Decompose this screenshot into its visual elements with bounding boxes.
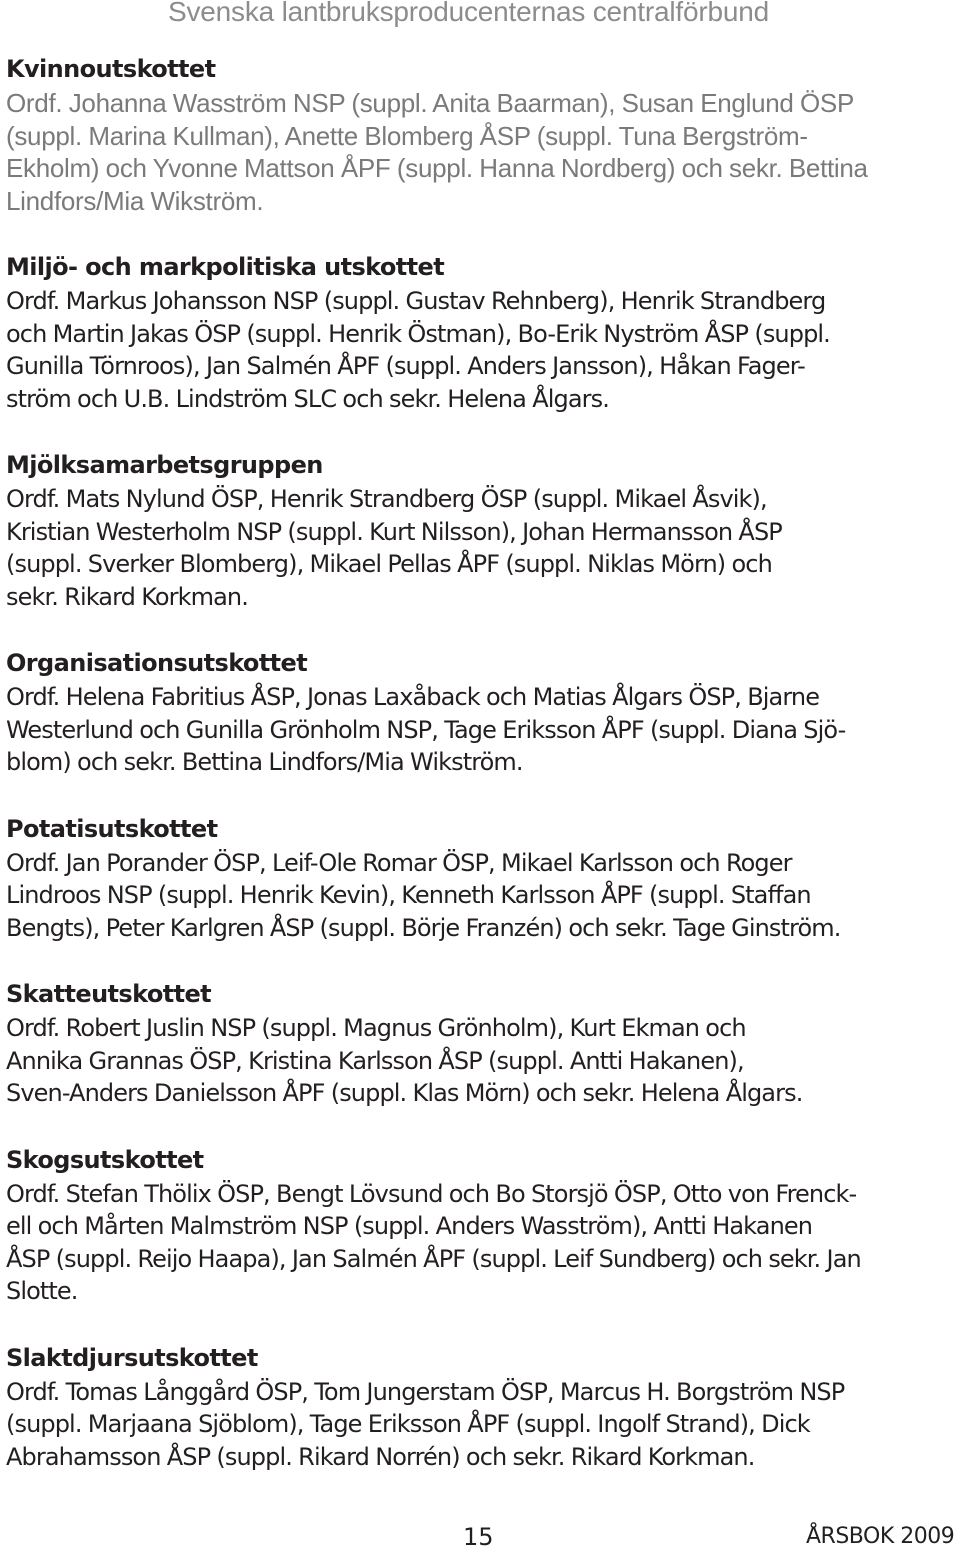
- committee-section: [6, 811, 960, 945]
- member-line: sekr. Rikard Korkman.: [6, 582, 248, 611]
- committee-section: [6, 645, 960, 779]
- member-line: Ordf. Jan Porander ÖSP, Leif-Ole Romar ÖSP, Mikael Karlsson och Roger: [6, 848, 792, 877]
- member-line: ell och Mårten Malmström NSP (suppl. Anders Wasström), Antti Hakanen: [6, 1212, 813, 1240]
- section-title: Skogsutskottet: [6, 1145, 204, 1174]
- committee-section: [6, 1340, 960, 1474]
- member-line: blom) och sekr. Bettina Lindfors/Mia Wikström.: [6, 748, 523, 776]
- section-members: [6, 847, 960, 945]
- member-line: ström och U.B. Lindström SLC och sekr. Helena Ålgars.: [6, 384, 609, 413]
- member-line: (suppl. Marjaana Sjöblom), Tage Eriksson ÅPF (suppl. Ingolf Strand), Dick: [6, 1410, 810, 1438]
- member-line: Gunilla Törnroos), Jan Salmén ÅPF (suppl. Anders Jansson), Håkan Fager-: [6, 352, 805, 380]
- committee-section: [6, 249, 960, 415]
- member-line: Sven-Anders Danielsson ÅPF (suppl. Klas Mörn) och sekr. Helena Ålgars.: [6, 1079, 803, 1107]
- member-line: Ordf. Tomas Långgård ÖSP, Tom Jungerstam ÖSP, Marcus H. Borgström NSP: [6, 1377, 845, 1406]
- member-line: (suppl. Marina Kullman), Anette Blomberg ÅSP (suppl. Tuna Bergström-: [6, 120, 808, 151]
- committee-list: [6, 51, 960, 1505]
- section-title: Skatteutskottet: [6, 980, 212, 1008]
- section-members: [6, 1178, 960, 1308]
- member-line: Lindroos NSP (suppl. Henrik Kevin), Kenneth Karlsson ÅPF (suppl. Staffan: [6, 881, 811, 909]
- section-title: Mjölksamarbetsgruppen: [6, 451, 323, 479]
- section-title: Potatisutskottet: [6, 814, 218, 843]
- section-members: [6, 483, 960, 613]
- member-line: Abrahamsson ÅSP (suppl. Rikard Norrén) och sekr. Rikard Korkman.: [6, 1442, 755, 1471]
- section-title: Miljö- och markpolitiska utskottet: [6, 253, 445, 281]
- section-members: [6, 1012, 960, 1110]
- running-header: Svenska lantbruksproducenternas centralförbund: [168, 0, 769, 27]
- book-title: ÅRSBOK 2009: [806, 1524, 955, 1549]
- member-line: Ordf. Robert Juslin NSP (suppl. Magnus Grönholm), Kurt Ekman och: [6, 1014, 746, 1042]
- section-title: Kvinnoutskottet: [6, 55, 216, 83]
- member-line: ÅSP (suppl. Reijo Haapa), Jan Salmén ÅPF (suppl. Leif Sundberg) och sekr. Jan: [6, 1244, 861, 1273]
- committee-section: [6, 1142, 960, 1308]
- member-line: Ordf. Helena Fabritius ÅSP, Jonas Laxåback och Matias Ålgars ÖSP, Bjarne: [6, 683, 820, 711]
- committee-section: [6, 976, 960, 1110]
- section-members: [6, 1376, 960, 1474]
- member-line: Slotte.: [6, 1277, 78, 1305]
- section-members: [6, 681, 960, 779]
- member-line: Kristian Westerholm NSP (suppl. Kurt Nilsson), Johan Hermansson ÅSP: [6, 517, 782, 546]
- member-line: Ekholm) och Yvonne Mattson ÅPF (suppl. Hanna Nordberg) och sekr. Bettina: [6, 153, 868, 183]
- section-title: Slaktdjursutskottet: [6, 1343, 258, 1372]
- committee-section: [6, 447, 960, 613]
- member-line: Ordf. Mats Nylund ÖSP, Henrik Strandberg ÖSP (suppl. Mikael Åsvik),: [6, 485, 767, 513]
- section-members: [6, 285, 960, 415]
- committee-section: [6, 51, 960, 217]
- member-line: Ordf. Markus Johansson NSP (suppl. Gustav Rehnberg), Henrik Strandberg: [6, 287, 826, 315]
- member-line: Bengts), Peter Karlgren ÅSP (suppl. Börje Franzén) och sekr. Tage Ginström.: [6, 913, 841, 942]
- section-members: [6, 87, 960, 217]
- member-line: och Martin Jakas ÖSP (suppl. Henrik Östman), Bo-Erik Nyström ÅSP (suppl.: [6, 319, 830, 348]
- member-line: (suppl. Sverker Blomberg), Mikael Pellas ÅPF (suppl. Niklas Mörn) och: [6, 550, 772, 578]
- member-line: Westerlund och Gunilla Grönholm NSP, Tage Eriksson ÅPF (suppl. Diana Sjö-: [6, 715, 846, 744]
- member-line: Ordf. Stefan Thölix ÖSP, Bengt Lövsund och Bo Storsjö ÖSP, Otto von Frenck-: [6, 1179, 857, 1208]
- section-title: Organisationsutskottet: [6, 649, 308, 677]
- member-line: Ordf. Johanna Wasström NSP (suppl. Anita Baarman), Susan Englund ÖSP: [6, 88, 854, 118]
- member-line: Lindfors/Mia Wikström.: [6, 185, 264, 216]
- page-number: 15: [463, 1523, 494, 1551]
- member-line: Annika Grannas ÖSP, Kristina Karlsson ÅSP (suppl. Antti Hakanen),: [6, 1046, 744, 1075]
